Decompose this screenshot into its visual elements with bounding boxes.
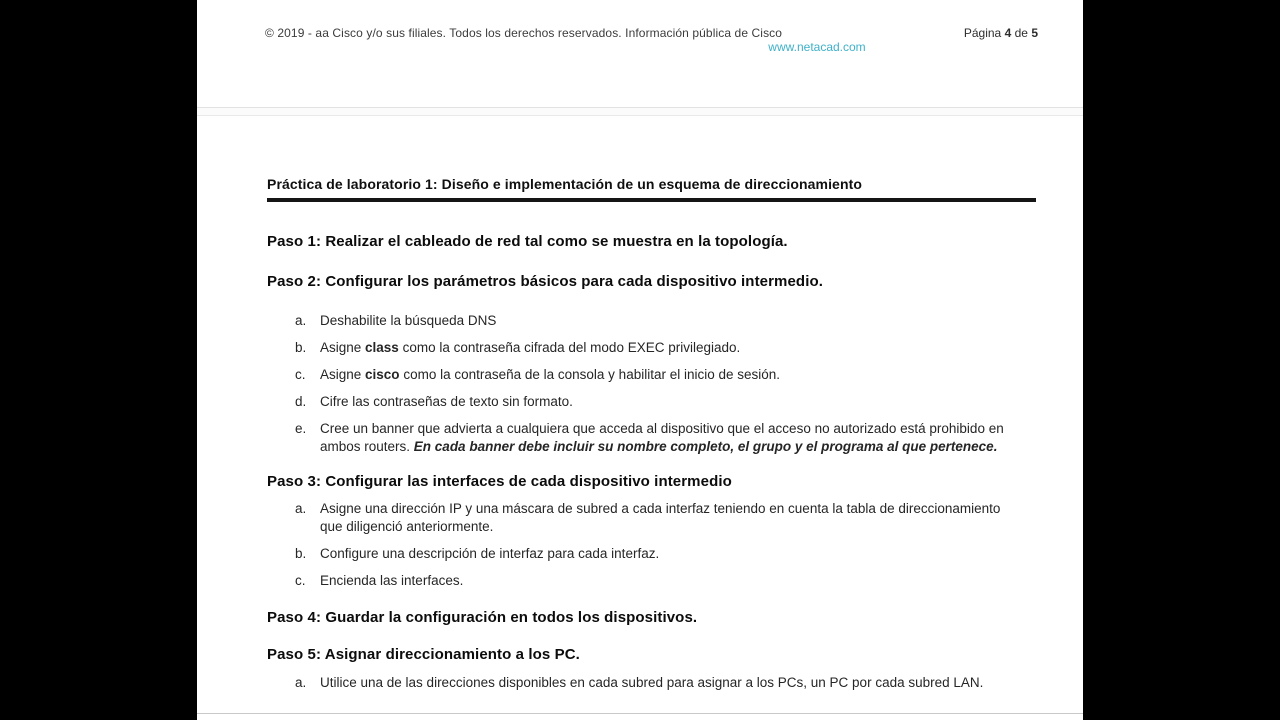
list-item [267, 500, 1036, 536]
step-2 [267, 273, 1036, 456]
item-marker: b. [295, 340, 307, 355]
item-marker: b. [295, 546, 307, 561]
item-text: Cifre las contraseñas de texto sin formato. [320, 394, 573, 409]
item-text: Asigne class como la contraseña cifrada del modo EXEC privilegiado. [320, 340, 741, 355]
item-marker: c. [295, 573, 306, 588]
item-text: Deshabilite la búsqueda DNS [320, 313, 497, 328]
item-text: Configure una descripción de interfaz para cada interfaz. [320, 546, 660, 561]
step-3-heading: Paso 3: Configurar las interfaces de cada dispositivo intermedio [267, 473, 732, 490]
bottom-edge-line [197, 713, 1083, 720]
letterbox-left [0, 0, 197, 720]
step-3 [267, 473, 1036, 590]
step-1-heading: Paso 1: Realizar el cableado de red tal como se muestra en la topología. [267, 233, 788, 250]
document-content [267, 117, 1036, 701]
item-marker: d. [295, 394, 307, 409]
list-item [267, 420, 1036, 456]
step-1 [267, 233, 1036, 250]
item-marker: a. [295, 313, 307, 328]
document-page [197, 0, 1083, 720]
list-item [267, 312, 1036, 330]
page-number-total: 5 [1031, 26, 1038, 40]
list-item [267, 393, 1036, 411]
item-marker: a. [295, 501, 307, 516]
page-number-sep: de [1014, 26, 1028, 40]
step-4 [267, 609, 1036, 626]
list-item [267, 366, 1036, 384]
document-title: Práctica de laboratorio 1: Diseño e implementación de un esquema de direccionamiento [267, 176, 1036, 202]
step-5-items [267, 674, 1036, 692]
step-2-heading: Paso 2: Configurar los parámetros básicos para cada dispositivo intermedio. [267, 273, 823, 290]
step-5-heading: Paso 5: Asignar direccionamiento a los PC. [267, 646, 580, 663]
step-2-items [267, 312, 1036, 456]
item-text: Cree un banner que advierta a cualquiera que acceda al dispositivo que el acceso no autorizado está prohibido en ambos routers. En cada banner debe incluir su nombre completo, el grupo y el programa al que pertenece. [320, 421, 1004, 454]
item-text: Asigne cisco como la contraseña de la consola y habilitar el inicio de sesión. [320, 367, 781, 382]
page-number-label: Página [963, 26, 1002, 40]
item-text: Encienda las interfaces. [320, 573, 464, 588]
item-marker: e. [295, 421, 307, 436]
item-marker: c. [295, 367, 306, 382]
step-4-heading: Paso 4: Guardar la configuración en todos los dispositivos. [267, 609, 698, 626]
item-marker: a. [295, 675, 307, 690]
footer-copyright: © 2019 - aa Cisco y/o sus filiales. Todos los derechos reservados. Información pública de Cisco [265, 26, 783, 40]
item-text: Asigne una dirección IP y una máscara de subred a cada interfaz teniendo en cuenta la tabla de direccionamiento que diligenció anteriormente. [320, 501, 1001, 534]
page-number [964, 26, 1038, 40]
list-item [267, 674, 1036, 692]
page-number-current: 4 [1004, 26, 1012, 40]
netacad-link[interactable]: www.netacad.com [768, 40, 866, 54]
step-3-items [267, 500, 1036, 590]
letterbox-right [1083, 0, 1280, 720]
page-break-gap [197, 107, 1083, 116]
item-text: Utilice una de las direcciones disponibles en cada subred para asignar a los PCs, un PC por cada subred LAN. [320, 675, 984, 690]
list-item [267, 545, 1036, 563]
list-item [267, 339, 1036, 357]
step-5 [267, 646, 1036, 692]
list-item [267, 572, 1036, 590]
